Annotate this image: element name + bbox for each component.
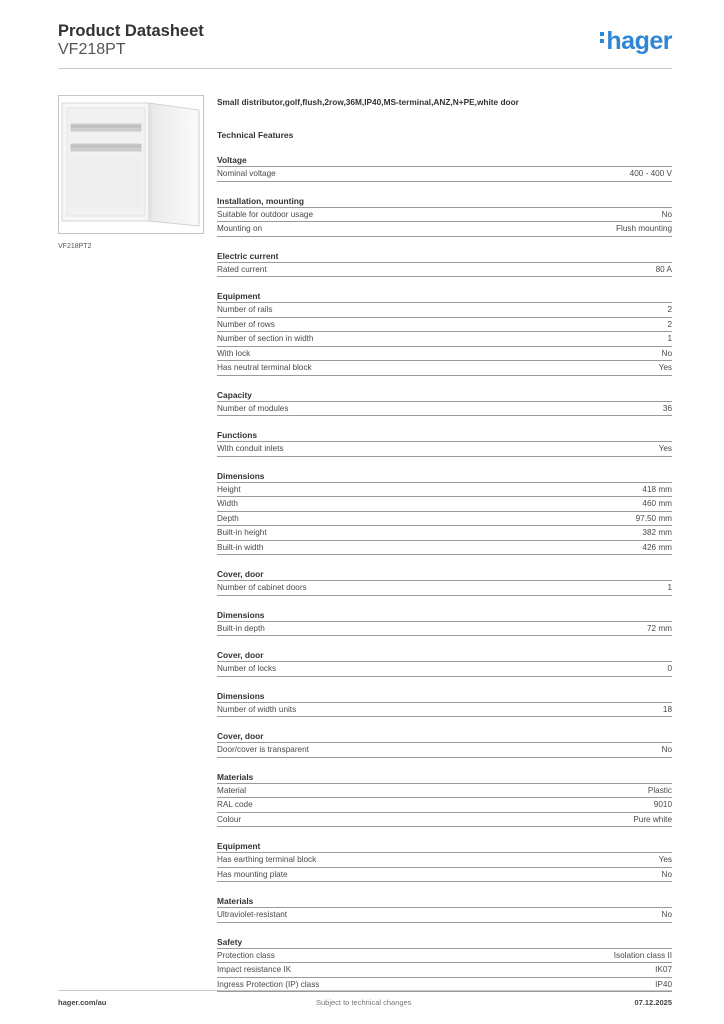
group-heading: Capacity [217,389,672,402]
feature-value: 97.50 mm [635,513,672,523]
feature-value: 382 mm [642,528,672,537]
feature-value: 1 [667,334,672,343]
feature-row [217,784,672,799]
feature-label: Colour [217,814,242,824]
feature-value: IK07 [655,965,672,974]
footer-website: hager.com/au [58,998,107,1007]
technical-content [217,96,672,992]
feature-value: No [661,348,672,358]
hager-logo [600,26,672,56]
feature-row [217,483,672,498]
feature-value: Yes [658,444,672,453]
feature-value: Pure white [633,814,672,824]
feature-row [217,442,672,457]
feature-value: 18 [662,704,672,714]
feature-row [217,868,672,883]
feature-value: 80 A [655,264,672,274]
feature-row [217,949,672,964]
feature-label: Number of rails [217,305,273,314]
group-heading: Voltage [217,154,672,167]
feature-row [217,703,672,718]
feature-value: 1 [667,583,672,592]
feature-value: 460 mm [642,499,672,508]
feature-row [217,402,672,417]
feature-row [217,263,672,278]
feature-value: Plastic [647,785,672,795]
feature-label: Built-in width [217,542,264,552]
feature-label: Has mounting plate [217,869,288,879]
feature-group [217,470,672,556]
image-caption: VF218PT2 [58,243,92,250]
feature-group [217,895,672,923]
feature-label: Number of rows [217,319,275,329]
group-heading: Dimensions [217,609,672,622]
group-heading: Equipment [217,290,672,303]
feature-value: 72 mm [646,623,672,633]
feature-value: 426 mm [642,542,672,552]
feature-label: Built-in depth [217,623,265,633]
feature-label: Suitable for outdoor usage [217,209,314,219]
feature-label: Number of locks [217,664,277,673]
feature-row [217,743,672,758]
feature-label: Nominal voltage [217,169,276,178]
feature-value: 400 - 400 V [629,169,672,178]
feature-label: Ultraviolet-resistant [217,910,288,919]
feature-group [217,290,672,376]
feature-row [217,222,672,237]
group-heading: Installation, mounting [217,195,672,208]
feature-group [217,730,672,758]
feature-row [217,798,672,813]
feature-row [217,497,672,512]
feature-row [217,662,672,677]
feature-label: RAL code [217,800,253,809]
feature-label: Impact resistance IK [217,965,292,974]
feature-row [217,622,672,637]
feature-value: 36 [662,403,672,413]
feature-row [217,853,672,868]
feature-group [217,690,672,718]
feature-label: Material [217,785,247,795]
header-divider [58,68,672,69]
feature-label: Door/cover is transparent [217,745,309,754]
group-heading: Cover, door [217,649,672,662]
footer-date: 07.12.2025 [634,998,672,1007]
feature-label: Has earthing terminal block [217,855,317,864]
feature-row [217,512,672,527]
distribution-board-picture [59,96,203,233]
feature-row [217,813,672,828]
feature-row [217,581,672,596]
feature-value: No [661,869,672,879]
feature-value: No [661,745,672,754]
feature-row [217,318,672,333]
group-heading: Functions [217,429,672,442]
feature-row [217,347,672,362]
feature-row [217,526,672,541]
footer-note: Subject to technical changes [316,998,412,1007]
feature-label: Protection class [217,950,275,960]
feature-row [217,963,672,978]
feature-label: With lock [217,348,251,358]
feature-row [217,541,672,556]
feature-value: No [661,209,672,219]
group-heading: Equipment [217,840,672,853]
feature-label: Has neutral terminal block [217,363,312,372]
feature-row [217,908,672,923]
feature-group [217,568,672,596]
feature-value: 2 [667,319,672,329]
feature-value: 2 [667,305,672,314]
feature-group [217,429,672,457]
feature-value: Yes [658,855,672,864]
feature-group [217,840,672,882]
feature-value: 418 mm [642,484,672,494]
product-description: Small distributor,golf,flush,2row,36M,IP40,MS-terminal,ANZ,N+PE,white door [217,97,519,107]
feature-group [217,649,672,677]
product-image [58,95,204,234]
group-heading: Dimensions [217,470,672,483]
feature-label: With conduit inlets [217,444,284,453]
feature-value: 9010 [653,800,672,809]
feature-value: Isolation class II [613,950,672,960]
feature-label: Width [217,499,238,508]
feature-row [217,332,672,347]
group-heading: Dimensions [217,690,672,703]
footer-divider [58,990,672,991]
feature-row [217,208,672,223]
feature-group [217,389,672,417]
feature-group [217,936,672,993]
feature-groups [217,154,672,992]
feature-value: IP40 [655,979,672,989]
feature-row [217,361,672,376]
group-heading: Safety [217,936,672,949]
technical-features-heading: Technical Features [217,130,294,140]
group-heading: Electric current [217,250,672,263]
feature-label: Built-in height [217,528,267,537]
page-title: Product Datasheet [58,22,204,40]
feature-label: Ingress Protection (IP) class [217,979,320,989]
feature-label: Number of section in width [217,334,314,343]
group-heading: Materials [217,895,672,908]
feature-group [217,195,672,237]
group-heading: Cover, door [217,568,672,581]
feature-label: Mounting on [217,224,263,233]
group-heading: Cover, door [217,730,672,743]
group-heading: Materials [217,771,672,784]
logo-dots-icon [600,29,604,46]
feature-label: Number of width units [217,704,297,714]
page-header [58,21,204,59]
feature-value: 0 [667,664,672,673]
feature-row [217,303,672,318]
product-code: VF218PT [58,41,126,58]
feature-group [217,609,672,637]
feature-label: Height [217,484,241,494]
feature-value: Flush mounting [616,224,672,233]
feature-label: Number of cabinet doors [217,583,307,592]
logo-text: hager [606,27,672,55]
feature-value: No [661,910,672,919]
feature-value: Yes [658,363,672,372]
feature-group [217,250,672,278]
feature-group [217,154,672,182]
feature-label: Rated current [217,264,267,274]
feature-label: Number of modules [217,403,289,413]
feature-label: Depth [217,513,239,523]
feature-group [217,771,672,828]
feature-row [217,167,672,182]
